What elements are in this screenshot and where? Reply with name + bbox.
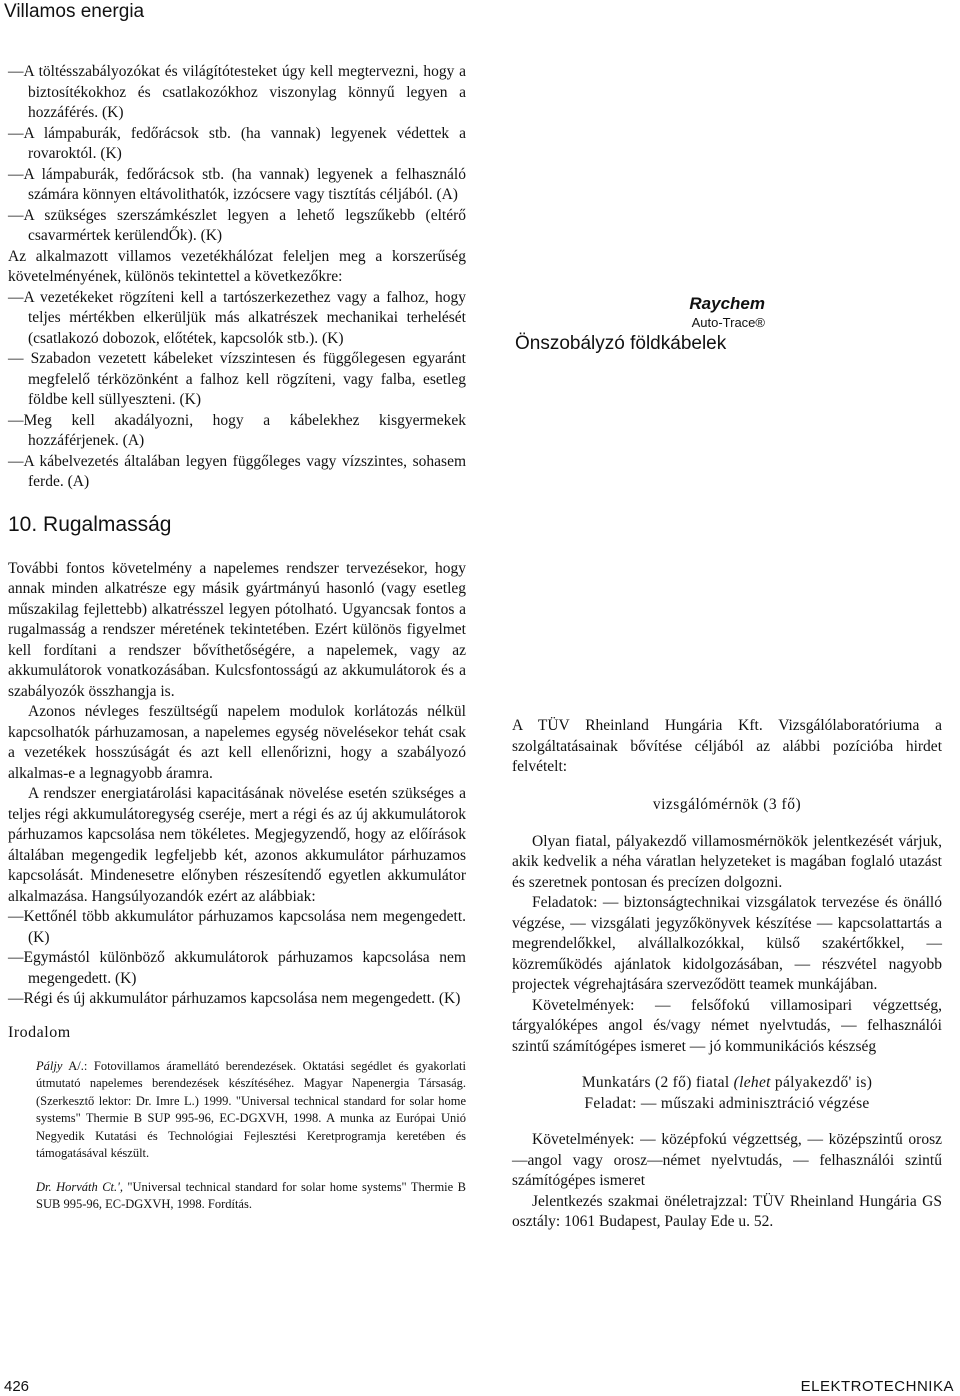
ad-tagline: Önszobályzó földkábelek bbox=[515, 333, 727, 354]
body-paragraph: Azonos névleges feszültségű napelem modulok korlátozás nélkül kapcsolhatók párhuzamosan, a napelemes egység növelésekor tehát csak a vezetékek hosszúságát és azt kell ellenőrizni, hogy a szabályozó alkalmas-e a legnagyobb áramra. bbox=[8, 703, 466, 782]
position-2-text: Munkatárs (2 fő) fiatal bbox=[581, 1074, 734, 1091]
left-column bbox=[8, 62, 466, 1230]
journal-name: ELEKTROTECHNIKA bbox=[800, 1378, 954, 1395]
list-item: —Meg kell akadályozni, hogy a kábelekhez kisgyermekek hozzáférjenek. (A) bbox=[8, 411, 466, 449]
job-requirements-2: Követelmények: — középfokú végzettség, — középszintű orosz—angol vagy orosz—német nyelvtudás, — felhasználói szintű számítógépes ismeret bbox=[512, 1131, 942, 1189]
section-heading: 10. Rugalmasság bbox=[8, 512, 172, 536]
list-item: —Egymástól különböző akkumulátorok párhuzamos kapcsolása nem megengedett. (K) bbox=[8, 949, 466, 987]
list-item: —A lámpaburák, fedőrácsok stb. (ha vannak) legyenek a felhasználó számára könnyen eltávolithatók, izzócsere vagy tisztítás céljából. (A) bbox=[8, 165, 466, 203]
job-position-title: vizsgálómérnök (3 fő) bbox=[652, 795, 802, 813]
references-heading: Irodalom bbox=[8, 1023, 71, 1041]
raychem-advertisement bbox=[515, 294, 765, 357]
list-item: —A töltésszabályozókat és világítótesteket úgy kell megtervezni, hogy a biztosítékokhoz és csatlakozókhoz viszonylag könnyű legyen a hozzáférés. (K) bbox=[8, 63, 466, 121]
job-description: Olyan fiatal, pályakezdő villamosmérnökök jelentkezését várjuk, akik kedvelik a néha váratlan helyzeteket is magában foglaló utazást és szeretnek pontosan és precízen dolgozni. bbox=[512, 832, 942, 891]
job-requirements: Követelmények: — felsőfokú villamosipari végzettség, tárgyalóképes angol és/vagy német nyelvtudás, — felhasználói szintű számítógépes ismeret — jó kommunikációs készség bbox=[512, 996, 942, 1055]
job-tasks: Feladatok: — biztonságtechnikai vizsgálatok tervezése és önálló végzése, — vizsgálati jegyzőkönyvek készítése — kapcsolattartás a megrendelőkkel, alvállalkozókkal, külső szakértőkkel, — közreműködés ajánlatok kidolgozásában, — részvétel nagyobb projectek végrehajtására szerveződött teamek munkájában. bbox=[512, 894, 942, 993]
body-paragraph: A rendszer energiatárolási kapacitásának növelése esetén szükséges a teljes régi akkumulátoregység cseréje, mert a régi és az új akkumulátorok párhuzamos kapcsolása nem tökéletes. Megjegyzendő, hogy az előírások általában megengedik legfeljebb két, azonos akkumulátor párhuzamos kapcsolását. Mindenesetre előnyben részesítendő egyetlen akkumulátor alkalmazása. Hangsúlyozandók ezért az alábbiak: bbox=[8, 785, 466, 905]
ad-brand: Raychem bbox=[689, 294, 765, 313]
job-position-2 bbox=[512, 1073, 942, 1094]
wiring-intro-paragraph: Az alkalmazott villamos vezetékhálózat feleljen meg a korszerűség követelményének, különös tekintettel a következőkre: bbox=[8, 247, 466, 285]
page-number: 426 bbox=[4, 1378, 30, 1395]
job-position-2-task: Feladat: — műszaki adminisztráció végzése bbox=[584, 1094, 870, 1112]
list-item: —Kettőnél több akkumulátor párhuzamos kapcsolása nem megengedett. (K) bbox=[8, 908, 466, 946]
reference-text: "Universal technical standard for solar home systems" Thermie B SUB 995-96, EC-DGXVH, 1998. Fordítás. bbox=[36, 1179, 466, 1211]
reference-author: Dr. Horváth Ct.', bbox=[36, 1179, 123, 1194]
job-intro: A TÜV Rheinland Hungária Kft. Vizsgálólaboratóriuma a szolgáltatásainak bővítése céljából az alábbi pozícióba hirdet felvételt: bbox=[512, 717, 942, 775]
reference-item bbox=[36, 1179, 466, 1214]
position-2-italic: (lehet bbox=[733, 1074, 771, 1091]
list-item: — Szabadon vezetett kábeleket vízszintesen és függőlegesen egyaránt megfelelő térközönként a falhoz kell rögzíteni, vagy falba, esetleg földbe kell süllyeszteni. (K) bbox=[8, 350, 466, 408]
list-item: —A kábelvezetés általában legyen függőleges vagy vízszintes, sohasem ferde. (A) bbox=[8, 452, 466, 490]
list-item: —A lámpaburák, fedőrácsok stb. (ha vannak) legyenek védettek a rovaroktól. (K) bbox=[8, 124, 466, 162]
page-header-title: Villamos energia bbox=[4, 1, 145, 22]
list-item: —A szükséges szerszámkészlet legyen a lehető legszűkebb (eltérő csavarmértek kerülendŐk). (K) bbox=[8, 206, 466, 244]
ad-subbrand: Auto-Trace® bbox=[691, 315, 765, 330]
job-application: Jelentkezés szakmai önéletrajzzal: TÜV Rheinland Hungária GS osztály: 1061 Budapest, Paulay Ede u. 52. bbox=[512, 1192, 942, 1230]
job-advertisement bbox=[512, 716, 942, 1233]
reference-item bbox=[36, 1058, 466, 1163]
reference-text: A/.: Fotovillamos áramellátó berendezések. Oktatási segédlet és gyakorlati útmutató napelemes berendezések készítéséhez. Magyar Napenergia Társaság. (Szerkesztő lektor: Dr. Imre L.) 1999. "Universal technical standard for solar home systems" Thermie B SUP 995-96, EC-DGXVH, 1998. A munka az Európai Unió Negyedik Kutatási és Technológiai Fejlesztési Keretprogramja keretében és támogatásával készült. bbox=[36, 1058, 466, 1160]
reference-author: Páljy bbox=[36, 1058, 63, 1073]
body-paragraph: További fontos követelmény a napelemes rendszer tervezésekor, hogy annak minden alkatrésze egy másik gyártmányú hasonló (vagy esetleg műszakilag fejlettebb) alkatrésszel legyen pótolható. Ugyancsak fontos a rugalmasság a rendszer méretének tekintetében. Ezért különös figyelmet kell fordítani a rendszer bővíthetőségére, a napelemek, vagy az akkumulátorok vonatkozásában. Kulcsfontosságú az akkumulátorok és a szabályozók összhangja is. bbox=[8, 559, 466, 700]
references-list bbox=[8, 1058, 466, 1214]
list-item: —Régi és új akkumulátor párhuzamos kapcsolása nem megengedett. (K) bbox=[8, 990, 461, 1007]
list-item: —A vezetékeket rögzíteni kell a tartószerkezethez vagy a falhoz, hogy teljes mértékben elkerüljük más alkatrészek mechanikai terhelését (csatlakozó dobozok, előtétek, kapcsolók stb.). (K) bbox=[8, 288, 466, 347]
position-2-suffix: pályakezdő' is) bbox=[770, 1074, 873, 1091]
